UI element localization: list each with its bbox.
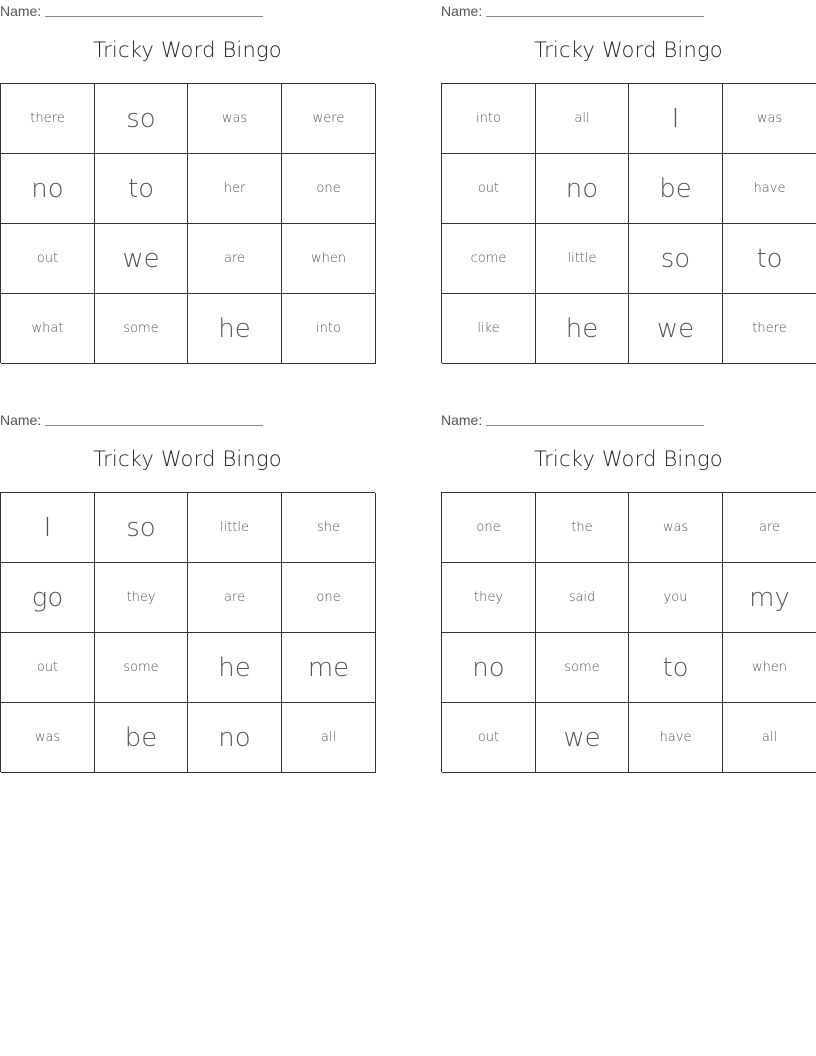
bingo-cell: go — [1, 563, 95, 633]
card-title: Tricky Word Bingo — [93, 38, 282, 62]
bingo-cell: little — [188, 493, 282, 563]
bingo-cell: to — [95, 154, 188, 224]
bingo-cell: they — [95, 563, 188, 633]
bingo-cell: were — [282, 84, 376, 154]
name-field[interactable] — [45, 16, 263, 17]
bingo-cell: are — [188, 563, 282, 633]
bingo-cell: no — [536, 154, 629, 224]
bingo-cell: one — [442, 493, 536, 563]
bingo-cell: she — [282, 493, 376, 563]
bingo-cell: be — [629, 154, 723, 224]
bingo-cell: little — [536, 224, 629, 294]
bingo-cell: one — [282, 154, 376, 224]
bingo-cell: my — [723, 563, 816, 633]
bingo-cell: he — [188, 633, 282, 703]
bingo-cell: all — [536, 84, 629, 154]
bingo-cell: into — [442, 84, 536, 154]
bingo-cell: have — [629, 703, 723, 773]
bingo-grid — [441, 83, 816, 363]
name-field[interactable] — [486, 425, 704, 426]
bingo-cell: I — [1, 493, 95, 563]
bingo-cell: said — [536, 563, 629, 633]
bingo-cell: into — [282, 294, 376, 364]
bingo-cell: we — [95, 224, 188, 294]
card-title: Tricky Word Bingo — [534, 38, 723, 62]
bingo-cell: what — [1, 294, 95, 364]
bingo-cell: are — [188, 224, 282, 294]
bingo-cell: he — [536, 294, 629, 364]
bingo-cell: they — [442, 563, 536, 633]
bingo-cell: some — [95, 633, 188, 703]
bingo-cell: her — [188, 154, 282, 224]
bingo-cell: no — [1, 154, 95, 224]
bingo-cell: all — [282, 703, 376, 773]
bingo-cell: so — [95, 493, 188, 563]
bingo-cell: he — [188, 294, 282, 364]
bingo-grid — [441, 492, 816, 772]
name-label: Name: — [441, 3, 483, 19]
bingo-cell: when — [282, 224, 376, 294]
bingo-cell: we — [536, 703, 629, 773]
name-field[interactable] — [45, 425, 263, 426]
bingo-cell: there — [723, 294, 816, 364]
bingo-cell: one — [282, 563, 376, 633]
bingo-cell: the — [536, 493, 629, 563]
bingo-cell: out — [1, 224, 95, 294]
bingo-cell: you — [629, 563, 723, 633]
bingo-cell: was — [723, 84, 816, 154]
bingo-grid — [0, 83, 375, 363]
bingo-cell: no — [442, 633, 536, 703]
bingo-cell: out — [442, 154, 536, 224]
bingo-cell: out — [1, 633, 95, 703]
bingo-cell: out — [442, 703, 536, 773]
bingo-cell: all — [723, 703, 816, 773]
bingo-cell: so — [95, 84, 188, 154]
bingo-cell: be — [95, 703, 188, 773]
bingo-cell: was — [188, 84, 282, 154]
bingo-cell: to — [723, 224, 816, 294]
bingo-cell: I — [629, 84, 723, 154]
name-label: Name: — [0, 3, 42, 19]
bingo-cell: have — [723, 154, 816, 224]
card-title: Tricky Word Bingo — [93, 447, 282, 471]
bingo-cell: some — [95, 294, 188, 364]
card-title: Tricky Word Bingo — [534, 447, 723, 471]
bingo-cell: me — [282, 633, 376, 703]
name-label: Name: — [0, 412, 42, 428]
bingo-cell: like — [442, 294, 536, 364]
bingo-cell: there — [1, 84, 95, 154]
bingo-cell: to — [629, 633, 723, 703]
bingo-cell: some — [536, 633, 629, 703]
bingo-cell: come — [442, 224, 536, 294]
bingo-cell: was — [629, 493, 723, 563]
bingo-cell: when — [723, 633, 816, 703]
bingo-cell: are — [723, 493, 816, 563]
bingo-cell: so — [629, 224, 723, 294]
bingo-grid — [0, 492, 375, 772]
bingo-cell: we — [629, 294, 723, 364]
name-label: Name: — [441, 412, 483, 428]
name-field[interactable] — [486, 16, 704, 17]
bingo-cell: was — [1, 703, 95, 773]
bingo-cell: no — [188, 703, 282, 773]
